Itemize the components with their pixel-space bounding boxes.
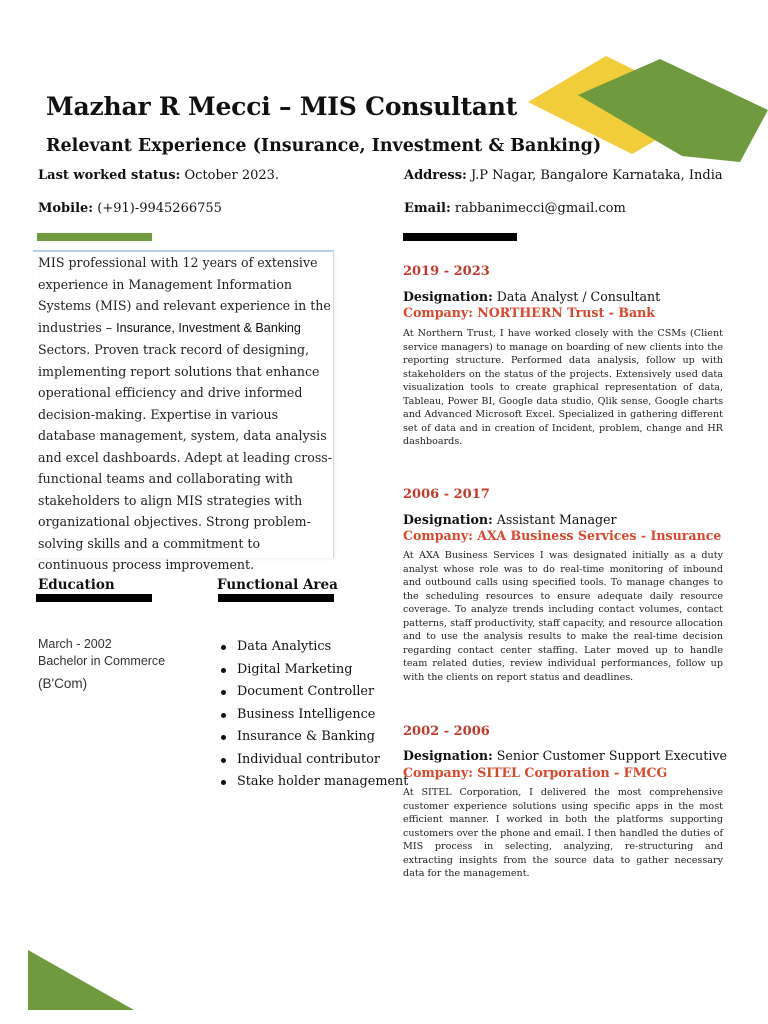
summary-text-end: Sectors. Proven track record of designing, implementing report solutions that enhance operational efficiency and drive informed decision-making. Expertise in various database management, system, data analysis and excel dashboards. Adept at leading cross-functional teams and collaborating with stakeholders to align MIS strategies with organizational objectives. Strong problem-solving skills and a commitment to continuous process improvement. <box>38 342 333 572</box>
profile-summary <box>38 252 334 576</box>
list-item: Digital Marketing <box>218 659 408 682</box>
experience-designation <box>403 748 727 763</box>
experience-years: 2002 - 2006 <box>403 724 490 739</box>
experience-company: Company: AXA Business Services - Insurance <box>403 528 722 543</box>
education-heading: Education <box>38 577 115 593</box>
email-label: Email: <box>404 201 451 216</box>
experience-designation <box>403 289 660 304</box>
address-value: J.P Nagar, Bangalore Karnataka, India <box>466 168 723 183</box>
experience-company: Company: SITEL Corporation - FMCG <box>403 765 668 780</box>
list-item: Data Analytics <box>218 636 408 659</box>
education-abbr: (B'Com) <box>38 676 88 691</box>
designation-label: Designation: <box>403 748 493 763</box>
education-degree: Bachelor in Commerce <box>38 654 166 668</box>
experience-description: At SITEL Corporation, I delivered the most comprehensive customer experience solutions using specific apps in the most efficient manner. I worked in both the platforms supporting customers over the phone and email. I then handled the duties of MIS process in selecting, analyzing, re-structuring and extracting insights from the source data to gather necessary data for the management. <box>403 787 723 879</box>
experience-years: 2019 - 2023 <box>403 264 490 279</box>
designation-label: Designation: <box>403 512 493 527</box>
decor-bottom-left-triangle <box>28 948 138 1014</box>
email-line <box>404 201 626 216</box>
mobile-label: Mobile: <box>38 201 94 216</box>
designation-label: Designation: <box>403 289 493 304</box>
list-item: Business Intelligence <box>218 704 408 727</box>
designation-value: Senior Customer Support Executive <box>492 748 727 763</box>
status-line <box>38 168 279 183</box>
status-label: Last worked status: <box>38 168 181 183</box>
list-item: Insurance & Banking <box>218 726 408 749</box>
page-title: Mazhar R Mecci – MIS Consultant <box>46 92 518 121</box>
functional-heading: Functional Area <box>217 577 338 593</box>
experience-company: Company: NORTHERN Trust - Bank <box>403 305 656 320</box>
education-date: March - 2002 <box>38 637 112 651</box>
designation-value: Data Analyst / Consultant <box>492 289 661 304</box>
list-item: Document Controller <box>218 681 408 704</box>
designation-value: Assistant Manager <box>492 512 617 527</box>
green-triangle-shape <box>28 950 134 1010</box>
summary-green-bar <box>37 233 152 241</box>
experience-years: 2006 - 2017 <box>403 487 490 502</box>
list-item: Individual contributor <box>218 749 408 772</box>
experience-description: At Northern Trust, I have worked closely with the CSMs (Client service managers) to manage on boarding of new clients into the reporting structure. Performed data analysis, follow up with stakeholders on the status of the projects. Extensively used data visualization tools to create graphical representation of data, Tableau, Power BI, Google data studio, Qlik sense, Google charts and Advanced Microsoft Excel. Specialized in gathering different set of data and in creation of Incident, problem, change and HR dashboards. <box>403 328 723 447</box>
functional-list <box>218 636 408 794</box>
summary-highlight: Insurance, Investment & Banking <box>116 320 301 335</box>
mobile-line <box>38 201 222 216</box>
status-value: October 2023. <box>180 168 280 183</box>
page-subtitle: Relevant Experience (Insurance, Investment & Banking) <box>46 136 602 156</box>
address-label: Address: <box>404 168 467 183</box>
email-value: rabbanimecci@gmail.com <box>450 201 626 216</box>
education-bar <box>36 594 152 602</box>
mobile-value: (+91)-9945266755 <box>93 201 222 216</box>
summary-text-start: MIS professional with 12 years of extensive experience in Management Information Systems (MIS) and relevant experience in the industries – <box>38 255 331 335</box>
experience-designation <box>403 512 617 527</box>
functional-bar <box>218 594 334 602</box>
experience-description: At AXA Business Services I was designated initially as a duty analyst whose role was to do real-time monitoring of inbound and outbound calls using specified tools. To manage changes to the scheduling resources to ensure adequate daily resource coverage. To analyze trends including contact volumes, contact patterns, staff productivity, staff capacity, and resource allocation and to use the analysis results to make the real-time decision regarding contact center staffing. Later moved up to handle team related duties, review individual performances, follow up with the clients on report status and deadlines. <box>403 550 723 683</box>
experience-black-bar <box>403 233 517 241</box>
address-line <box>404 168 723 183</box>
list-item: Stake holder management <box>218 771 408 794</box>
